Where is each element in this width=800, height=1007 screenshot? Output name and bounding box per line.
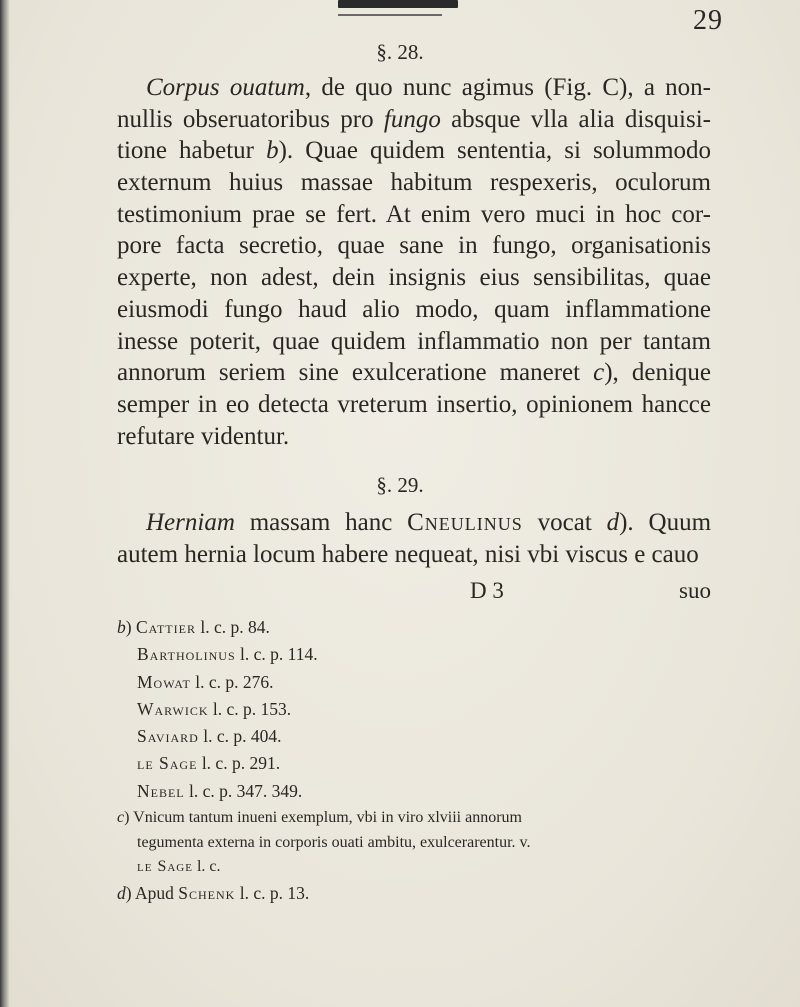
footnote-d: d) Apud Schenk l. c. p. 13. (117, 883, 310, 903)
page-binding-edge (0, 0, 10, 1007)
footnote-marker: b (117, 617, 126, 637)
text-segment: ), denique (604, 359, 711, 387)
print-mark (338, 0, 458, 8)
text-line (117, 294, 711, 326)
text-line (117, 135, 711, 167)
text-segment: refutare videntur. (117, 422, 290, 450)
text-segment: semper in eo detecta vreterum insertio, opinionem hancce (117, 390, 711, 418)
text-line (117, 539, 711, 571)
text-segment: Corpus ouatum (146, 74, 305, 101)
text-line (117, 230, 711, 262)
text-segment: ). Quae quidem sententia, si solummodo (278, 137, 712, 165)
text-segment: Cneulinus (407, 509, 523, 536)
text-segment: massam hanc (234, 509, 408, 536)
footnote-c: c) Vnicum tantum inueni exemplum, vbi in viro xlviii annorum tegumenta externa in corporis ouati ambitu, exulcerarentur. v. le Sage l. c. (117, 809, 531, 875)
text-segment: b (266, 137, 279, 165)
text-segment: inesse poterit, quae quidem inflammatio non per tantam (117, 327, 711, 355)
text-line (117, 389, 711, 421)
text-segment: , de quo nunc agimus (Fig. C), a non- (304, 74, 711, 101)
paragraph-section-29 (117, 507, 711, 570)
text-segment: testimonium prae se fert. At enim vero muci in hoc cor- (117, 200, 711, 228)
text-line (117, 326, 711, 358)
section-heading-29: §. 29. (376, 473, 424, 497)
footnote-marker: c (117, 809, 125, 826)
text-segment: annorum seriem sine exulceratione maneret (117, 359, 594, 387)
text-segment: Herniam (146, 509, 235, 536)
text-segment: c (593, 359, 605, 387)
text-segment: autem hernia locum habere nequeat, nisi vbi viscus e cauo (117, 540, 699, 568)
text-segment: d (606, 509, 620, 536)
signature-mark: D 3 (470, 578, 504, 603)
footnote-b: b) Cattier l. c. p. 84. Bartholinus l. c. p. 114. Mowat l. c. p. 276. Warwick l. c. p. 153. Saviard l. c. p. 404. le Sage l. c. p. 291. Nebel l. c. p. 347. 349. (117, 617, 318, 801)
text-line (117, 104, 711, 136)
page-number: 29 (693, 5, 723, 36)
text-line (117, 421, 711, 453)
text-segment: fungo (383, 105, 441, 133)
text-segment: experte, non adest, dein insignis eius sensibilitas, quae (117, 264, 711, 292)
text-segment: nullis obseruatoribus pro (117, 105, 384, 133)
text-segment: pore facta secretio, quae sane in fungo, organisationis (117, 232, 711, 260)
text-segment: eiusmodi fungo haud alio modo, quam inflammatione (117, 295, 711, 323)
paragraph-section-28 (117, 72, 711, 452)
catchword: suo (679, 578, 711, 603)
text-segment: tione habetur (117, 137, 267, 165)
text-segment: ). Quum (619, 509, 712, 536)
print-rule (338, 14, 442, 16)
text-segment: absque vlla alia disquisi- (440, 105, 711, 133)
text-line (117, 167, 711, 199)
text-segment: externum huius massae habitum respexeris, oculorum (117, 169, 711, 197)
text-line (117, 72, 711, 104)
text-segment: vocat (522, 509, 607, 536)
catchline (117, 578, 711, 608)
text-line (117, 262, 711, 294)
text-line (117, 199, 711, 231)
text-line (117, 357, 711, 389)
footnote-marker: d (117, 883, 126, 903)
text-line (117, 507, 711, 539)
section-heading-28: §. 28. (376, 40, 424, 64)
